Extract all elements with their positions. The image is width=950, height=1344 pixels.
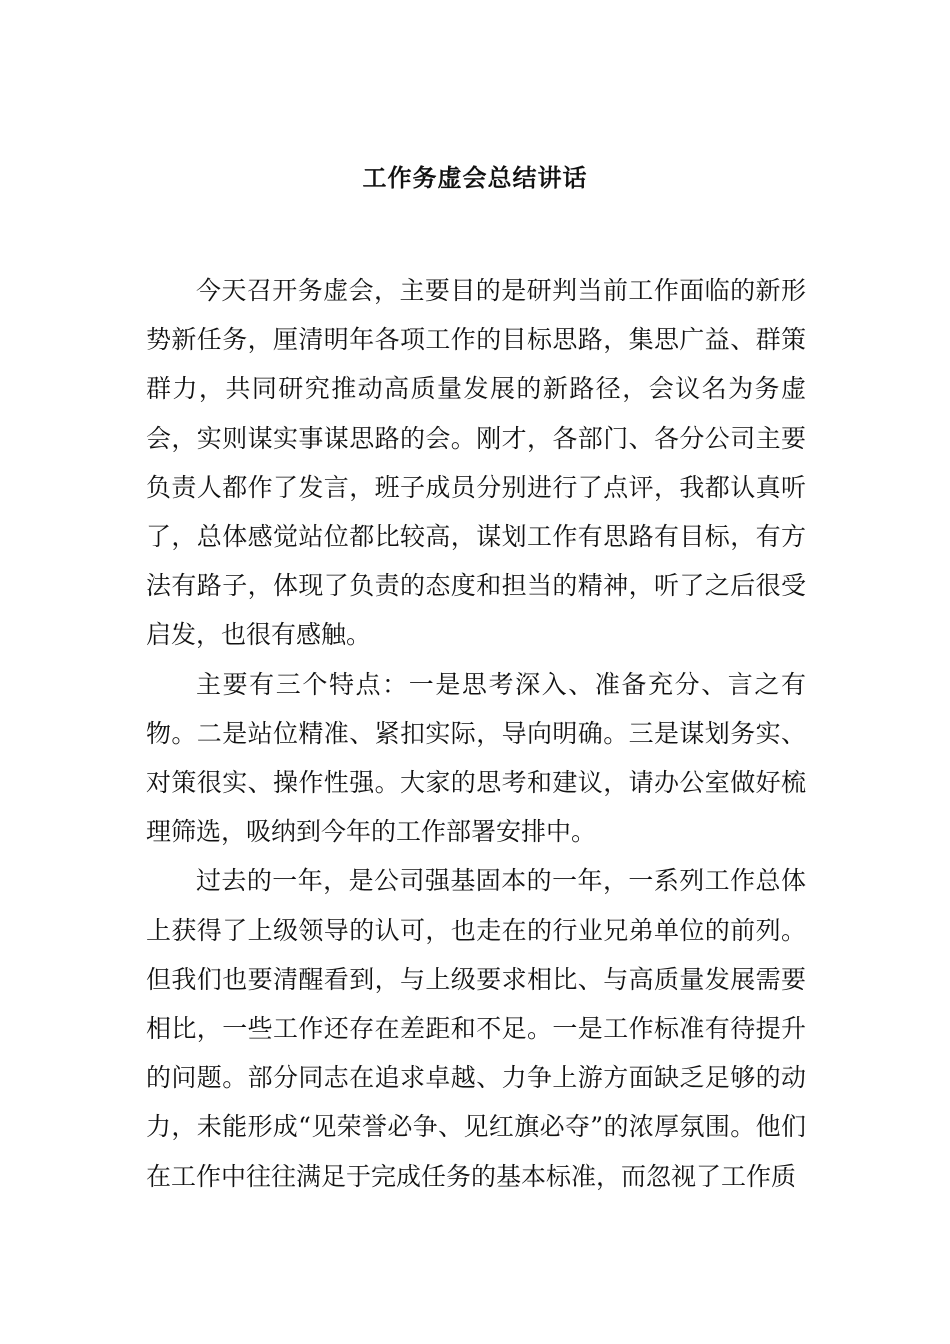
document-title: 工作务虚会总结讲话 [362, 163, 588, 192]
document-body [146, 266, 806, 1201]
paragraph-1: 今天召开务虚会，主要目的是研判当前工作面临的新形势新任务，厘清明年各项工作的目标思路，集思广益、群策群力，共同研究推动高质量发展的新路径，会议名为务虚会，实则谋实事谋思路的会。刚才，各部门、各分公司主要负责人都作了发言，班子成员分别进行了点评，我都认真听了，总体感觉站位都比较高，谋划工作有思路有目标，有方法有路子，体现了负责的态度和担当的精神，听了之后很受启发，也很有感触。 [146, 276, 806, 650]
paragraph-3: 过去的一年，是公司强基固本的一年，一系列工作总体上获得了上级领导的认可，也走在的行业兄弟单位的前列。但我们也要清醒看到，与上级要求相比、与高质量发展需要相比，一些工作还存在差距和不足。一是工作标准有待提升的问题。部分同志在追求卓越、力争上游方面缺乏足够的动力，未能形成“见荣誉必争、见红旗必夺”的浓厚氛围。他们在工作中往往满足于完成任务的基本标准，而忽视了工作质 [146, 866, 806, 1191]
paragraph-2: 主要有三个特点：一是思考深入、准备充分、言之有物。二是站位精准、紧扣实际，导向明确。三是谋划务实、对策很实、操作性强。大家的思考和建议，请办公室做好梳理筛选，吸纳到今年的工作部署安排中。 [146, 669, 806, 847]
